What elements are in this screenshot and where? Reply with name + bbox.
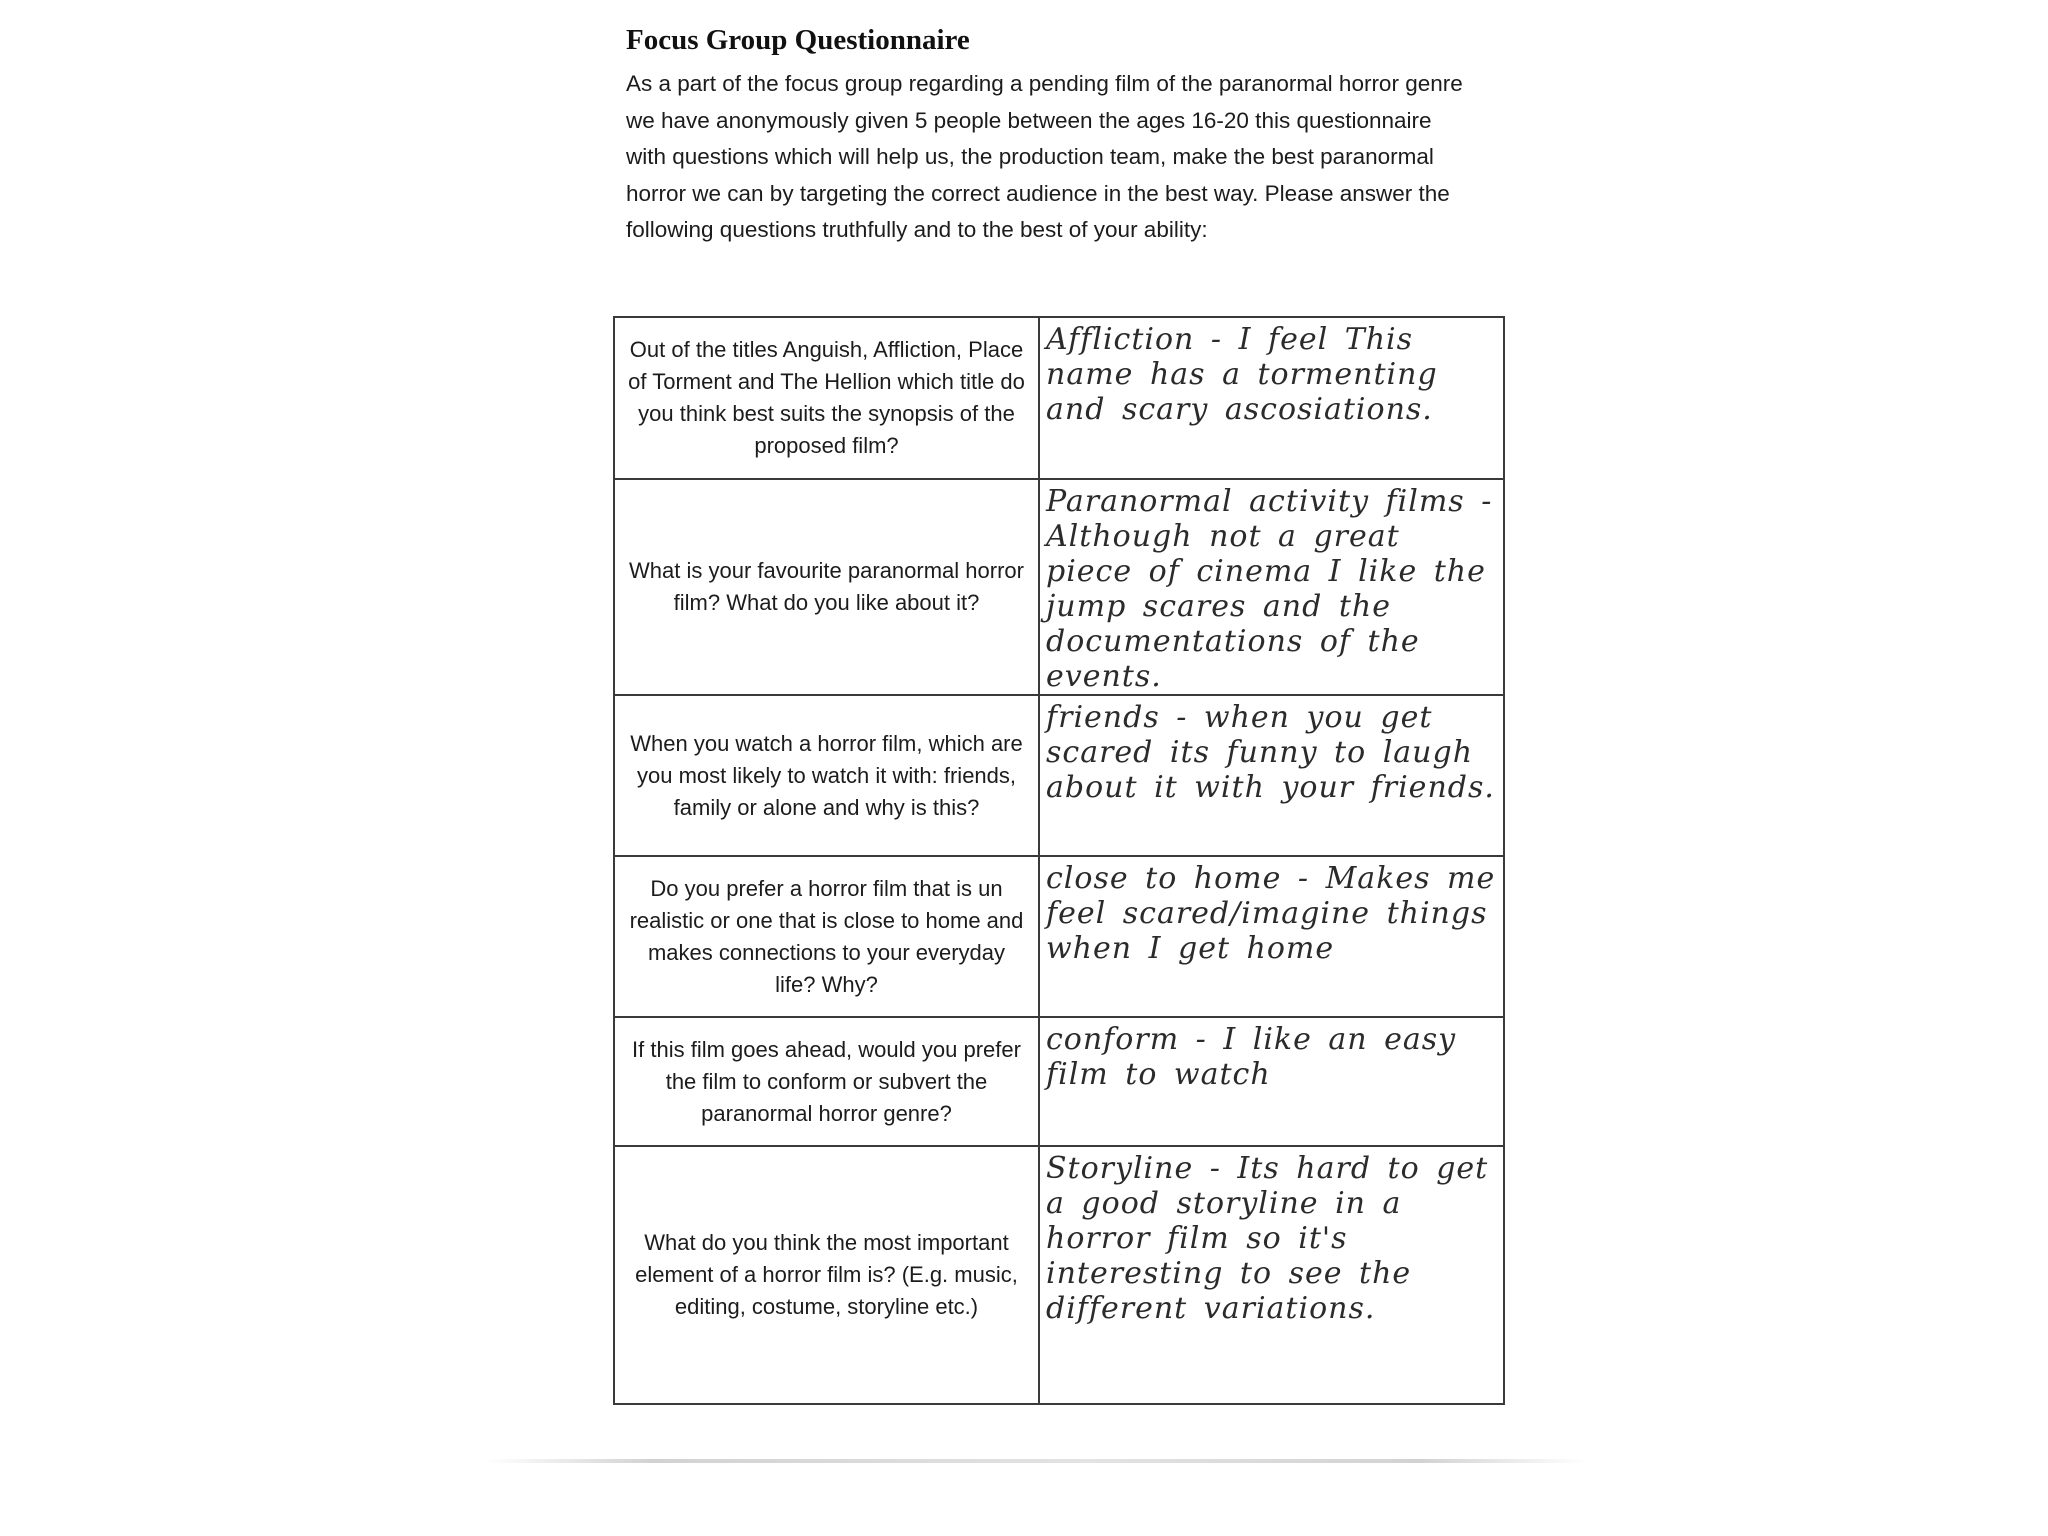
document-title: Focus Group Questionnaire [626,24,970,56]
question-cell: If this film goes ahead, would you prefer the film to conform or subvert the paranormal horror genre? [614,1017,1039,1146]
table-row [614,856,1504,1017]
handwritten-answer-cell: Storyline - Its hard to get a good storyline in a horror film so it's interesting to see the different variations. [1039,1146,1504,1404]
handwritten-answer-cell: conform - I like an easy film to watch [1039,1017,1504,1146]
handwritten-answer-cell: Paranormal activity films - Although not a great piece of cinema I like the jump scares and the documentations of the events. [1039,479,1504,695]
handwritten-answer-cell: close to home - Makes me feel scared/imagine things when I get home [1039,856,1504,1017]
handwritten-answer-cell: Affliction - I feel This name has a tormenting and scary ascosiations. [1039,317,1504,479]
question-cell: What is your favourite paranormal horror film? What do you like about it? [614,479,1039,695]
question-cell: When you watch a horror film, which are you most likely to watch it with: friends, family or alone and why is this? [614,695,1039,856]
table-row [614,479,1504,695]
table-row [614,317,1504,479]
table-row [614,695,1504,856]
intro-paragraph: As a part of the focus group regarding a pending film of the paranormal horror genre we have anonymously given 5 people between the ages 16-20 this questionnaire with questions which will help us, the production team, make the best paranormal horror we can by targeting the correct audience in the best way. Please answer the following questions truthfully and to the best of your ability: [626,71,1463,243]
question-cell: What do you think the most important element of a horror film is? (E.g. music, editing, costume, storyline etc.) [614,1146,1039,1404]
table-row [614,1146,1504,1404]
questionnaire-table [613,316,1505,1405]
handwritten-answer-cell: friends - when you get scared its funny to laugh about it with your friends. [1039,695,1504,856]
question-cell: Out of the titles Anguish, Affliction, Place of Torment and The Hellion which title do you think best suits the synopsis of the proposed film? [614,317,1039,479]
question-cell: Do you prefer a horror film that is un realistic or one that is close to home and makes connections to your everyday life? Why? [614,856,1039,1017]
table-row [614,1017,1504,1146]
scan-artifact-line [486,1459,1586,1463]
